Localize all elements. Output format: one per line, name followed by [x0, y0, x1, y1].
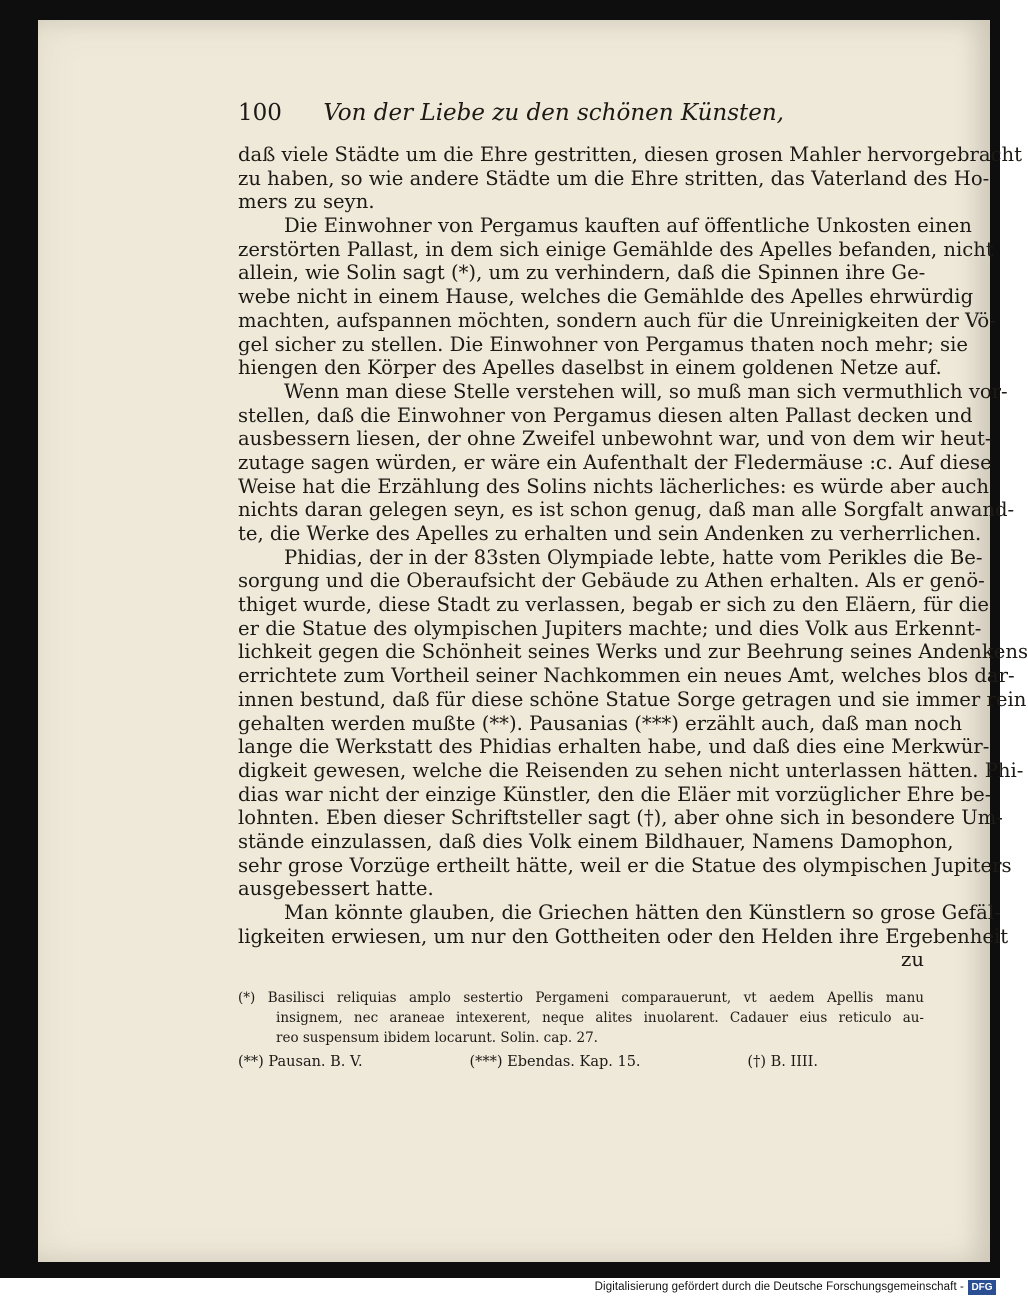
- text-line: ausbessern liesen, der ohne Zweifel unbewohnt war, und von dem wir heut-: [238, 427, 992, 451]
- text-line: ausgebessert hatte.: [238, 877, 434, 901]
- text-line: mers zu seyn.: [238, 190, 375, 214]
- body-text: [238, 143, 1028, 972]
- footnote-ref: (†) B. IIII.: [747, 1054, 818, 1070]
- text-line: ligkeiten erwiesen, um nur den Gottheiten oder den Helden ihre Ergebenheit: [238, 924, 1009, 948]
- footnote-references: [238, 1052, 818, 1072]
- funding-credit: Digitalisierung gefördert durch die Deutsche Forschungsgemeinschaft -: [594, 1281, 964, 1293]
- footnote-ref: (**) Pausan. B. V.: [238, 1054, 363, 1070]
- text-line: nichts daran gelegen seyn, es ist schon genug, daß man alle Sorgfalt anwand-: [238, 498, 1015, 522]
- text-line: hiengen den Körper des Apelles daselbst in einem goldenen Netze auf.: [238, 356, 942, 380]
- text-line: sehr grose Vorzüge ertheilt hätte, weil er die Statue des olympischen Jupiters: [238, 853, 1012, 877]
- page-header: [238, 100, 784, 136]
- text-line: Wenn man diese Stelle verstehen will, so muß man sich vermuthlich vor-: [284, 379, 1008, 403]
- dfg-logo-icon: DFG: [968, 1280, 996, 1295]
- text-line: er die Statue des olympischen Jupiters machte; und dies Volk aus Erkennt-: [238, 616, 982, 640]
- running-title: Von der Liebe zu den schönen Künsten,: [323, 100, 784, 126]
- footnotes: [238, 988, 924, 1072]
- text-line: stellen, daß die Einwohner von Pergamus diesen alten Pallast decken und: [238, 403, 973, 427]
- footnote-ref: (***) Ebendas. Kap. 15.: [469, 1054, 641, 1070]
- text-line: Phidias, der in der 83sten Olympiade lebte, hatte vom Perikles die Be-: [284, 545, 983, 569]
- footnote-line: insignem, nec araneae intexerent, neque alites inuolarent. Cadauer eius reticulo au-: [276, 1010, 924, 1026]
- text-line: zutage sagen würden, er wäre ein Aufenthalt der Fledermäuse :c. Auf diese: [238, 450, 992, 474]
- text-line: te, die Werke des Apelles zu erhalten und sein Andenken zu verherrlichen.: [238, 522, 982, 545]
- text-line: errichtete zum Vortheil seiner Nachkommen ein neues Amt, welches blos dar-: [238, 664, 1015, 688]
- footnote-line: (*) Basilisci reliquias amplo sestertio Pergameni comparauerunt, vt aedem Apellis manu: [238, 990, 924, 1006]
- page-number: 100: [238, 100, 282, 126]
- text-line: daß viele Städte um die Ehre gestritten, diesen grosen Mahler hervorgebracht: [238, 143, 1023, 166]
- digitization-footer: [0, 1278, 1000, 1299]
- text-line: stände einzulassen, daß dies Volk einem Bildhauer, Namens Damophon,: [238, 829, 954, 853]
- text-line: sorgung und die Oberaufsicht der Gebäude zu Athen erhalten. Als er genö-: [238, 569, 985, 593]
- text-line: Weise hat die Erzählung des Solins nichts lächerliches: es würde aber auch: [238, 474, 990, 498]
- text-line: webe nicht in einem Hause, welches die Gemählde des Apelles ehrwürdig: [238, 285, 974, 309]
- text-line: digkeit gewesen, welche die Reisenden zu sehen nicht unterlassen hätten. Phi-: [238, 758, 1024, 782]
- text-line: gehalten werden mußte (**). Pausanias (***) erzählt auch, daß man noch: [238, 711, 963, 735]
- text-line: lichkeit gegen die Schönheit seines Werks und zur Beehrung seines Andenkens: [238, 640, 1028, 664]
- text-line: allein, wie Solin sagt (*), um zu verhindern, daß die Spinnen ihre Ge-: [238, 261, 926, 285]
- text-line: lohnten. Eben dieser Schriftsteller sagt (†), aber ohne sich in besondere Um-: [238, 806, 1003, 830]
- text-line: dias war nicht der einzige Künstler, den die Eläer mit vorzüglicher Ehre be-: [238, 782, 992, 806]
- text-line: Die Einwohner von Pergamus kauften auf öffentliche Unkosten einen: [284, 214, 972, 238]
- text-line: zu haben, so wie andere Städte um die Ehre stritten, das Vaterland des Ho-: [238, 166, 990, 190]
- text-line: gel sicher zu stellen. Die Einwohner von Pergamus thaten noch mehr; sie: [238, 332, 968, 356]
- text-line: zerstörten Pallast, in dem sich einige Gemählde des Apelles befanden, nicht: [238, 237, 994, 261]
- footnote-line: reo suspensum ibidem locarunt. Solin. cap. 27.: [276, 1030, 598, 1046]
- text-line: thiget wurde, diese Stadt zu verlassen, begab er sich zu den Eläern, für die: [238, 593, 989, 617]
- catchword: zu: [901, 948, 924, 972]
- text-line: machten, aufspannen möchten, sondern auch für die Unreinigkeiten der Vö-: [238, 308, 996, 332]
- text-line: lange die Werkstatt des Phidias erhalten habe, und daß dies eine Merkwür-: [238, 735, 990, 759]
- text-line: innen bestund, daß für diese schöne Statue Sorge getragen und sie immer rein: [238, 687, 1027, 711]
- text-line: Man könnte glauben, die Griechen hätten den Künstlern so grose Gefäl-: [284, 901, 1001, 924]
